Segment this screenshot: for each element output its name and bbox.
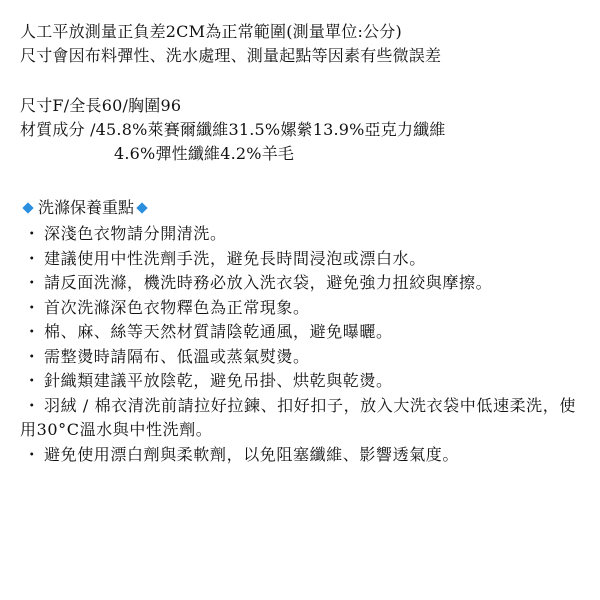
material-spec-line1: 材質成分 /45.8%萊賽爾纖維31.5%嫘縈13.9%亞克力纖維 [20,120,446,139]
care-item-text: 首次洗滌深色衣物釋色為正常現象。 [44,297,310,317]
care-section-title [20,196,585,220]
care-item [20,222,585,247]
bullet-glyph: ・ [23,322,41,341]
care-title-text: 洗滌保養重點 [38,198,135,217]
measurement-note: 人工平放測量正負差2CM為正常範圍(測量單位:公分) [20,22,402,41]
care-item [20,320,585,345]
care-item-text: 深淺色衣物請分開清洗。 [44,224,227,243]
care-item [20,247,585,272]
care-item-text: 針織類建議平放陰乾，避免吊掛、烘乾與乾燙。 [44,371,393,390]
diamond-icon [136,202,147,213]
care-item-text: 需整燙時請隔布、低溫或蒸氣熨燙。 [44,346,310,366]
bullet-glyph: ・ [23,248,41,268]
care-item-text: 請反面洗滌，機洗時務必放入洗衣袋，避免強力扭絞與摩擦。 [44,273,493,292]
care-item [20,443,585,468]
care-item [20,369,585,394]
bullet-glyph: ・ [23,346,41,366]
care-item-text: 羽絨 / 棉衣清洗前請拉好拉鍊、扣好扣子，放入大洗衣袋中低速柔洗，使用30°C溫水與中性洗劑。 [20,395,576,439]
tolerance-note: 尺寸會因布料彈性、洗水處理、測量起點等因素有些微誤差 [20,46,442,65]
care-item-text: 避免使用漂白劑與柔軟劑，以免阻塞纖維、影響透氣度。 [44,444,460,464]
care-item [20,296,585,321]
diamond-icon [22,202,33,213]
material-spec-line2: 4.6%彈性纖維4.2%羊毛 [114,144,295,163]
care-list [20,222,585,467]
bullet-glyph: ・ [23,395,41,415]
care-item-text: 建議使用中性洗劑手洗，避免長時間浸泡或漂白水。 [44,248,426,268]
bullet-glyph: ・ [23,444,41,464]
care-item-text: 棉、麻、絲等天然材質請陰乾通風，避免曝曬。 [44,322,393,341]
care-item [20,394,585,443]
care-item [20,345,585,370]
size-spec: 尺寸F/全長60/胸圍96 [20,96,182,115]
bullet-glyph: ・ [23,273,41,292]
bullet-glyph: ・ [23,371,41,390]
bullet-glyph: ・ [23,297,41,317]
bullet-glyph: ・ [23,224,41,243]
product-notes-document [20,20,585,467]
care-item [20,271,585,296]
